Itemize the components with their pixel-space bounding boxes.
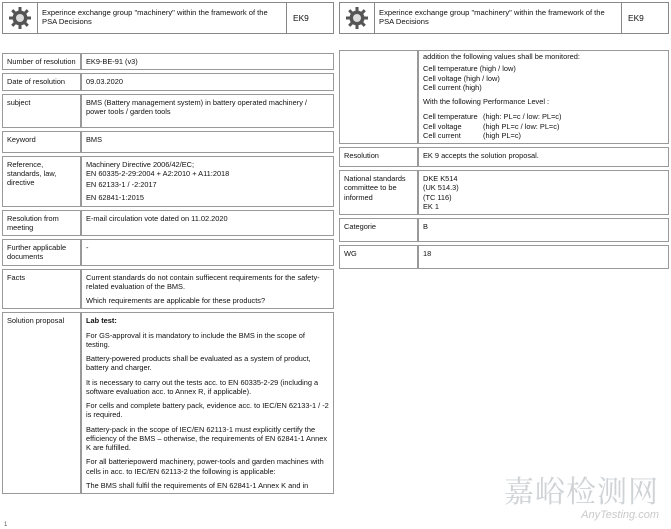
left-page-header — [2, 2, 334, 34]
table-row — [2, 239, 334, 266]
value-line: E-mail circulation vote dated on 11.02.2020 — [86, 213, 228, 223]
watermark — [504, 474, 659, 523]
row-value — [81, 312, 334, 494]
value-line: Current standards do not contain suffiecent requirements for the safety-related evaluation of the BMS. — [86, 272, 320, 291]
header-code: EK9 — [293, 12, 309, 23]
table-row — [2, 156, 334, 207]
row-label: Keyword — [2, 131, 81, 153]
right-page-header — [339, 2, 669, 34]
table-row — [2, 73, 334, 90]
value-line: BMS (Battery management system) in battery operated machinery / power tools / garden tools — [86, 97, 307, 116]
value-line: EK 1 — [423, 201, 440, 211]
table-row — [339, 170, 669, 215]
table-row — [2, 94, 334, 128]
value-line: For all batteriepowerd machinery, power-tools and garden machines with cells in acc. to IEC/EN 62113-2 the following is applicable: — [86, 457, 324, 476]
row-label: Resolution — [339, 147, 418, 167]
table-row — [339, 218, 669, 242]
value-line: Battery-powered products shall be evaluated as a system of product, battery and charger. — [86, 354, 311, 373]
row-value — [418, 170, 669, 215]
row-value — [81, 239, 334, 266]
page-number: 1 — [4, 521, 8, 528]
value-line: addition the following values shall be monitored: — [423, 52, 580, 61]
table-row — [2, 312, 334, 494]
perf-value: (high PL=c / low: PL=c) — [483, 121, 560, 131]
value-line: Which requirements are applicable for these products? — [86, 296, 266, 305]
value-line: Cell temperature (high / low) — [423, 64, 516, 74]
perf-key: Cell temperature — [423, 112, 478, 122]
row-value — [81, 94, 334, 128]
value-line: Machinery Directive 2006/42/EC; — [86, 159, 195, 169]
right-resolution-table — [339, 47, 669, 272]
row-label: Number of resolution — [2, 53, 81, 70]
value-line: B — [423, 222, 428, 231]
row-label: subject — [2, 94, 81, 128]
value-line: For cells and complete battery pack, evidence acc. to IEC/EN 62133-1 / -2 is required. — [86, 401, 329, 420]
row-value — [81, 269, 334, 310]
value-line: EN 62133-1 / -2:2017 — [86, 180, 157, 189]
value-line: 18 — [423, 249, 432, 258]
value-line: EN 62841-1:2015 — [86, 193, 144, 203]
value-line: 09.03.2020 — [86, 77, 123, 87]
perf-line — [423, 131, 664, 140]
row-label: Facts — [2, 269, 81, 310]
row-label: Reference, standards, law, directive — [2, 156, 81, 207]
value-line: Cell current (high) — [423, 82, 482, 92]
row-label: National standards committee to be informed — [339, 170, 418, 215]
watermark-en: AnyTesting.com — [581, 509, 659, 522]
table-row — [339, 245, 669, 269]
value-line: - — [86, 243, 89, 252]
value-line: (TC 116) — [423, 192, 452, 202]
lab-test-heading: Lab test: — [86, 316, 117, 326]
value-line: (UK 514.3) — [423, 183, 459, 193]
row-label: WG — [339, 245, 418, 269]
header-title: Experince exchange group "machinery" within the framework of the PSA Decisions — [375, 3, 622, 33]
row-label: Categorie — [339, 218, 418, 242]
value-line: EK 9 accepts the solution proposal. — [423, 151, 539, 160]
perf-line — [423, 122, 664, 131]
row-label: Resolution from meeting — [2, 210, 81, 237]
row-value — [418, 218, 669, 242]
value-line: With the following Performance Level : — [423, 97, 550, 106]
value-line: BMS — [86, 134, 103, 144]
gear-logo-icon — [340, 3, 375, 33]
value-line: DKE K514 — [423, 174, 458, 183]
value-line: For GS-approval it is mandatory to include the BMS in the scope of testing. — [86, 330, 305, 349]
value-line: Battery-pack in the scope of IEC/EN 62113-1 must explicitly certify the efficiency of the BMS – otherwise, the requirements of EN 62841-1 Annex K are fulfilled. — [86, 424, 328, 452]
header-code: EK9 — [628, 12, 644, 23]
row-value — [418, 147, 669, 167]
row-value — [81, 210, 334, 237]
value-line: It is necessary to carry out the tests acc. to EN 60335-2-29 (including a software evaluation acc. to Annex R, if applicable). — [86, 377, 319, 396]
row-value — [418, 245, 669, 269]
value-line: The BMS shall fulfil the requirements of EN 62841-1 Annex K and in — [86, 480, 309, 490]
value-line: EN 60335-2-29:2004 + A2:2010 + A11:2018 — [86, 168, 230, 178]
left-resolution-table — [2, 50, 334, 497]
table-row — [2, 269, 334, 310]
header-title: Experince exchange group "machinery" within the framework of the PSA Decisions — [38, 3, 287, 33]
gear-logo-icon — [3, 3, 38, 33]
value-line: EK9-BE-91 (v3) — [86, 57, 138, 66]
row-label — [339, 50, 418, 144]
table-row — [2, 210, 334, 237]
row-value — [81, 53, 334, 70]
perf-key: Cell current — [423, 130, 461, 140]
row-value — [418, 50, 669, 144]
perf-value: (high: PL=c / low: PL=c) — [483, 112, 562, 122]
table-row — [2, 131, 334, 153]
row-value — [81, 156, 334, 207]
watermark-cn: 嘉峪检测网 — [504, 474, 659, 510]
row-label: Date of resolution — [2, 73, 81, 90]
row-label: Further applicable documents — [2, 239, 81, 266]
perf-line — [423, 112, 664, 121]
value-line: Cell voltage (high / low) — [423, 73, 500, 83]
table-row — [339, 147, 669, 167]
row-value — [81, 131, 334, 153]
table-row — [2, 53, 334, 70]
table-row — [339, 50, 669, 144]
perf-value: (high PL=c) — [483, 130, 521, 140]
row-value — [81, 73, 334, 90]
row-label: Solution proposal — [2, 312, 81, 494]
perf-key: Cell voltage — [423, 121, 462, 131]
